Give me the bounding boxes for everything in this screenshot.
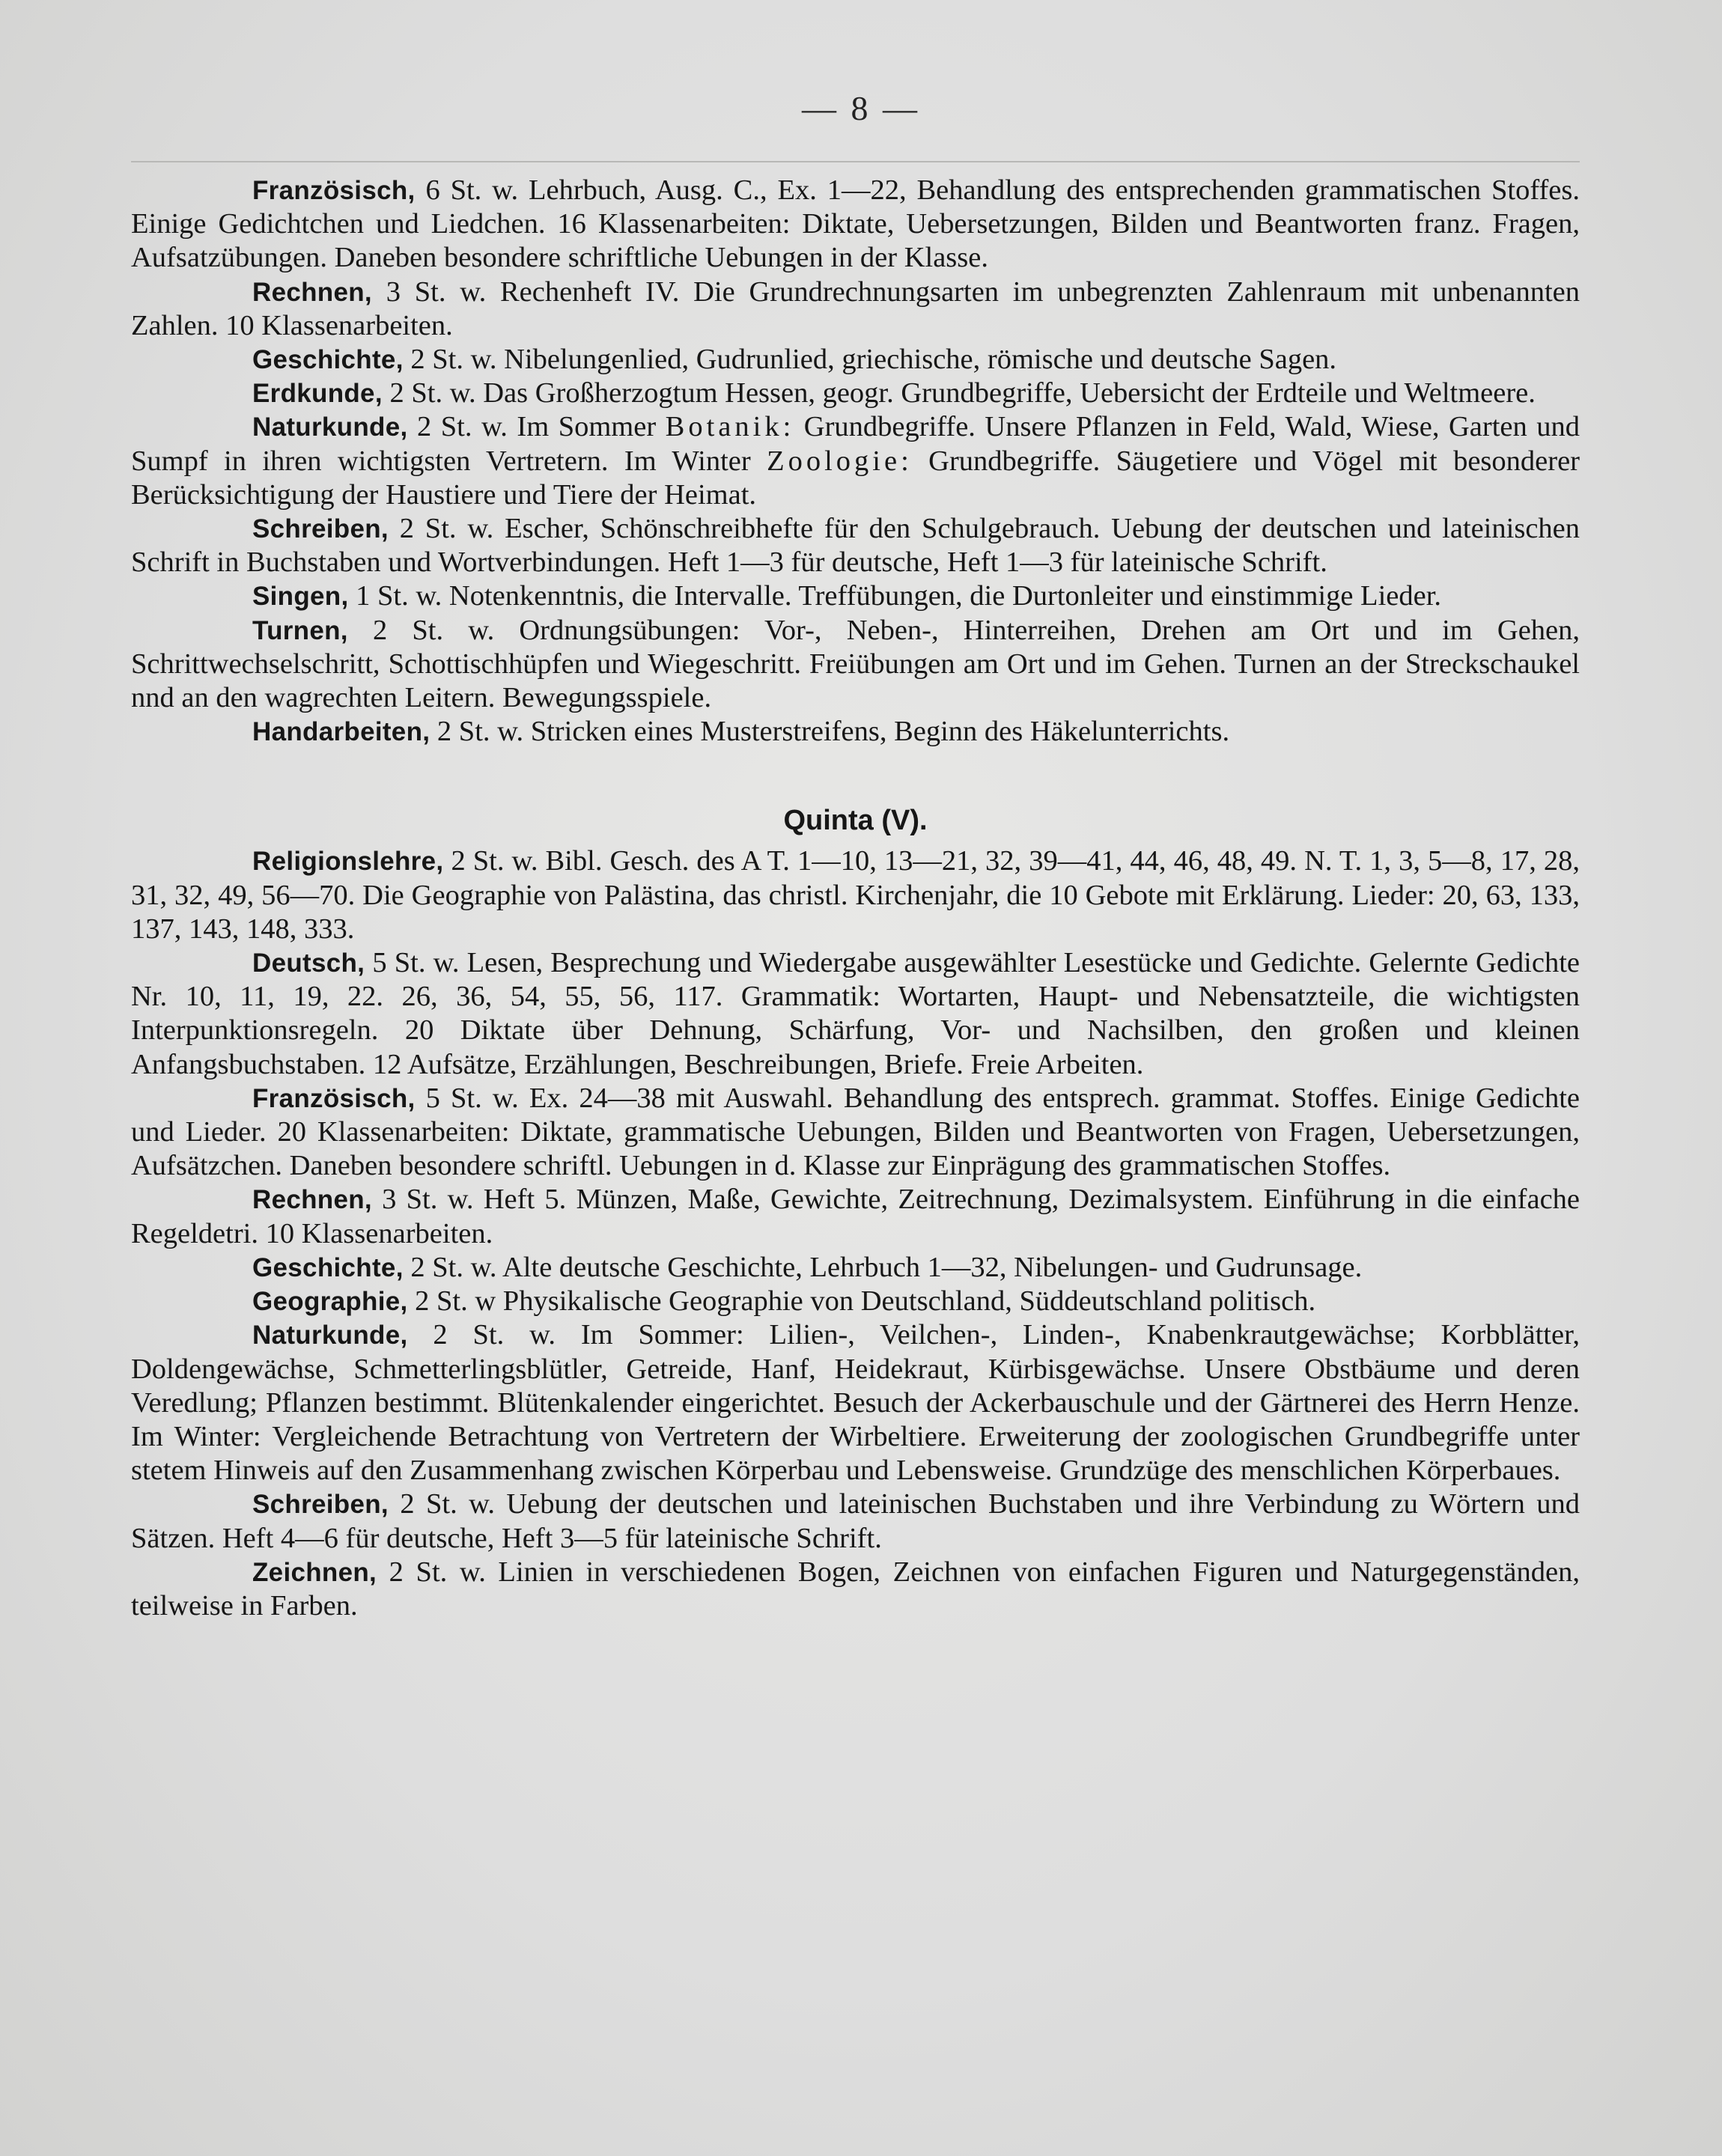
paragraph-franzoesisch-quinta: [131, 1082, 1580, 1184]
paragraph-text: 1 St. w. Notenkenntnis, die Intervalle. Treffübungen, die Durtonleiter und einstimmige Lieder.: [348, 580, 1442, 612]
paragraph-text: 5 St. w. Ex. 24—38 mit Auswahl. Behandlung des entsprech. grammat. Stoffes. Einige Gedichte und Lieder. 20 Klassenarbeiten: Diktate, grammatische Uebungen, Bilden und Beantworten von Fragen, Uebersetzungen, Aufsätzchen. Daneben besondere schriftl. Uebungen in d. Klasse zur Einprägung des grammatischen Stoffes.: [131, 1082, 1580, 1182]
paragraph-text: 2 St. w. Stricken eines Musterstreifens, Beginn des Häkelunterrichts.: [430, 716, 1230, 748]
spaced-term-botanik: Botanik:: [665, 411, 795, 443]
section-heading-quinta: Quinta (V).: [783, 805, 928, 837]
paragraph-handarbeiten: [131, 715, 1580, 749]
paragraph-text: 2 St. w. Im Sommer: Lilien-, Veilchen-, Linden-, Knabenkrautgewächse; Korbblätter, Doldengewächse, Schmetterlingsblütler, Getreide, Hanf, Heidekraut, Kürbisgewächse. Unsere Obstbäume und deren Veredlung; Pflanzen bestimmt. Blütenkalender eingerichtet. Besuch der Ackerbauschule und der Gärtnerei des Herrn Henze. Im Winter: Vergleichende Betrachtung von Vertretern der Wirbeltiere. Erweiterung der zoologischen Grundbegriffe unter stetem Hinweis auf den Zusammenhang zwischen Körperbau und Lebensweise. Grundzüge des menschlichen Körperbaues.: [131, 1319, 1580, 1487]
paragraph-text: 6 St. w. Lehrbuch, Ausg. C., Ex. 1—22, Behandlung des entsprechenden grammatischen Stoffes. Einige Gedichtchen und Liedchen. 16 Klassenarbeiten: Diktate, Uebersetzungen, Bilden und Beantworten franz. Fragen, Aufsatzübungen. Daneben besondere schriftliche Uebungen in der Klasse.: [131, 174, 1580, 274]
paragraph-text: 2 St. w. Linien in verschiedenen Bogen, Zeichnen von einfachen Figuren und Naturgegenständen, teilweise in Farben.: [131, 1556, 1580, 1621]
paragraph-text: 2 St. w. Das Großherzogtum Hessen, geogr. Grundbegriffe, Uebersicht der Erdteile und Weltmeere.: [382, 377, 1536, 409]
subject-label: Geographie,: [252, 1287, 408, 1317]
subject-label: Naturkunde,: [252, 1321, 408, 1350]
paragraph-deutsch: [131, 946, 1580, 1082]
subject-label: Rechnen,: [252, 1185, 372, 1215]
paragraph-religionslehre: [131, 844, 1580, 946]
subject-label: Handarbeiten,: [252, 717, 431, 747]
subject-label: Deutsch,: [252, 948, 365, 978]
paragraph-naturkunde-quinta: [131, 1318, 1580, 1487]
subject-label: Singen,: [252, 582, 349, 612]
subject-label: Zeichnen,: [252, 1557, 377, 1587]
paragraph-text: 2 St. w Physikalische Geographie von Deutschland, Süddeutschland politisch.: [407, 1285, 1316, 1318]
paragraph-rechnen-quinta: [131, 1183, 1580, 1250]
paragraph-text: 2 St. w. Nibelungenlied, Gudrunlied, griechische, römische und deutsche Sagen.: [403, 344, 1337, 376]
paragraph-geschichte: [131, 343, 1580, 377]
subject-label: Geschichte,: [252, 345, 404, 375]
subject-label: Französisch,: [252, 1083, 416, 1113]
paragraph-geschichte-quinta: [131, 1251, 1580, 1285]
paragraph-text: 3 St. w. Heft 5. Münzen, Maße, Gewichte, Zeitrechnung, Dezimalsystem. Einführung in die einfache Regeldetri. 10 Klassenarbeiten.: [131, 1184, 1580, 1249]
subject-label: Schreiben,: [252, 1490, 389, 1520]
subject-label: Turnen,: [252, 615, 348, 645]
paragraph-text: 2 St. w. Im Sommer: [407, 411, 666, 443]
subject-label: Schreiben,: [252, 514, 389, 544]
paragraph-geographie: [131, 1285, 1580, 1318]
paragraph-naturkunde: [131, 410, 1580, 512]
paragraph-text: Grundbegriffe. Unsere Pflanzen in Feld, Wald, Wiese, Garten und Sumpf in ihren wichtigsten Vertretern. Im Winter: [131, 411, 1580, 477]
paragraph-text: 2 St. w. Escher, Schönschreibhefte für den Schulgebrauch. Uebung der deutschen und lateinischen Schrift in Buchstaben und Wortverbindungen. Heft 1—3 für deutsche, Heft 1—3 für lateinische Schrift.: [131, 513, 1580, 579]
paragraph-zeichnen: [131, 1556, 1580, 1623]
paragraph-franzoesisch: [131, 174, 1580, 275]
paragraph-text: 2 St. w. Ordnungsübungen: Vor-, Neben-, Hinterreihen, Drehen am Ort und im Gehen, Schrittwechselschritt, Schottischhüpfen und Wiegeschritt. Freiübungen am Ort und im Gehen. Turnen an der Streckschaukel nnd an den wagrechten Leitern. Bewegungsspiele.: [131, 614, 1580, 714]
paragraph-text: 2 St. w. Alte deutsche Geschichte, Lehrbuch 1—32, Nibelungen- und Gudrunsage.: [403, 1251, 1363, 1283]
paragraph-schreiben: [131, 512, 1580, 579]
page-number: — 8 —: [802, 89, 920, 127]
subject-label: Religionslehre,: [252, 847, 444, 877]
paragraph-text: 2 St. w. Bibl. Gesch. des A T. 1—10, 13—21, 32, 39—41, 44, 46, 48, 49. N. T. 1, 3, 5—8, 17, 28, 31, 32, 49, 56—70. Die Geographie von Palästina, das christl. Kirchenjahr, die 10 Gebote mit Erklärung. Lieder: 20, 63, 133, 137, 143, 148, 333.: [131, 845, 1580, 945]
subject-label: Französisch,: [252, 176, 416, 205]
paragraph-rechnen: [131, 275, 1580, 343]
paragraph-turnen: [131, 614, 1580, 716]
paragraph-text: 2 St. w. Uebung der deutschen und lateinischen Buchstaben und ihre Verbindung zu Wörtern und Sätzen. Heft 4—6 für deutsche, Heft 3—5 für lateinische Schrift.: [131, 1488, 1580, 1554]
paragraph-schreiben-quinta: [131, 1487, 1580, 1555]
subject-label: Geschichte,: [252, 1252, 404, 1282]
page-body: [131, 174, 1580, 1623]
paragraph-text: 5 St. w. Lesen, Besprechung und Wiedergabe ausgewählter Lesestücke und Gedichte. Gelernte Gedichte Nr. 10, 11, 19, 22. 26, 36, 54, 55, 56, 117. Grammatik: Wortarten, Haupt- und Nebensatzteile, die wichtigsten Interpunktionsregeln. 20 Diktate über Dehnung, Schärfung, Vor- und Nachsilben, den großen und kleinen Anfangsbuchstaben. 12 Aufsätze, Erzählungen, Beschreibungen, Briefe. Freie Arbeiten.: [131, 947, 1580, 1080]
paragraph-singen: [131, 579, 1580, 613]
subject-label: Naturkunde,: [252, 412, 408, 442]
header-rule: [131, 161, 1580, 162]
subject-label: Rechnen,: [252, 277, 372, 307]
paragraph-text: 3 St. w. Rechenheft IV. Die Grundrechnungsarten im unbegrenzten Zahlenraum mit unbenannten Zahlen. 10 Klassenarbeiten.: [131, 275, 1580, 341]
paragraph-erdkunde: [131, 377, 1580, 410]
paragraph-text: Grundbegriffe. Säugetiere und Vögel mit besonderer Berücksichtigung der Haustiere und Tiere der Heimat.: [131, 445, 1580, 511]
spaced-term-zoologie: Zoologie:: [767, 445, 913, 477]
subject-label: Erdkunde,: [252, 379, 383, 409]
